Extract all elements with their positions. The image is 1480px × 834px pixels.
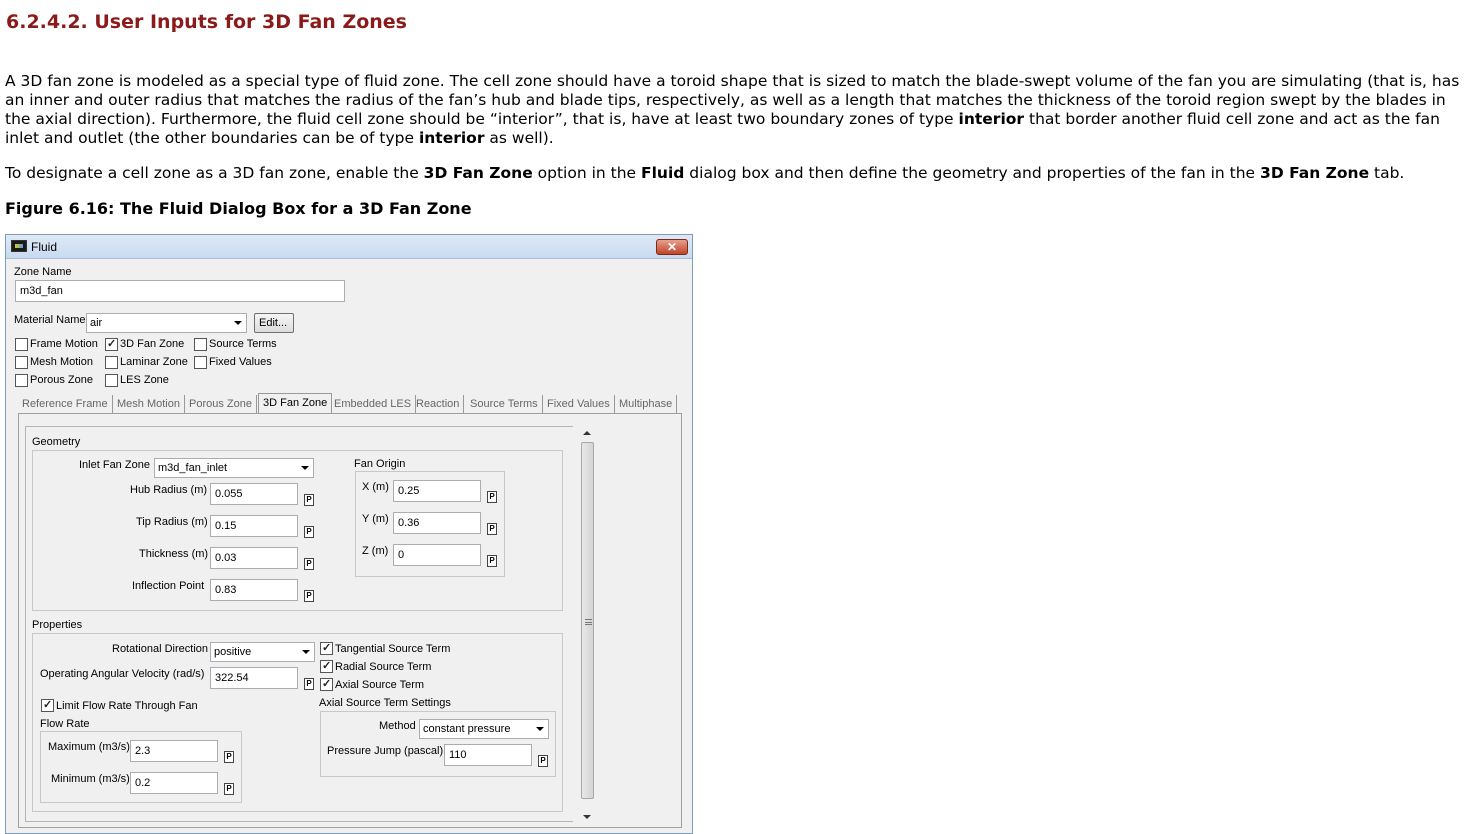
dialog-title: Fluid xyxy=(31,240,58,254)
minimum-flow-input[interactable]: 0.2 xyxy=(130,772,218,794)
properties-heading: Properties xyxy=(32,619,83,631)
parameter-icon[interactable]: P xyxy=(304,678,314,690)
source-terms-label: Source Terms xyxy=(209,338,277,350)
rotational-direction-value: positive xyxy=(214,646,252,658)
parameter-icon[interactable]: P xyxy=(304,526,314,538)
frame-motion-label: Frame Motion xyxy=(30,338,98,350)
scroll-content xyxy=(25,426,573,822)
tab-3d-fan-zone[interactable]: 3D Fan Zone xyxy=(258,393,332,413)
mesh-motion-checkbox[interactable] xyxy=(15,356,28,369)
laminar-zone-label: Laminar Zone xyxy=(120,356,188,368)
thickness-label: Thickness (m) xyxy=(139,548,209,560)
method-select[interactable] xyxy=(419,719,549,739)
angular-velocity-label: Operating Angular Velocity (rad/s) xyxy=(40,668,205,680)
intro-paragraph: A 3D fan zone is modeled as a special type of fluid zone. The cell zone should have a toroid shape that is sized to match the blade-swept volume of the fan you are simulating (that is, has an inner and outer radius that matches the radius of the fan’s hub and blade tips, respectively, as well as a length that matches the thickness of the toroid region swept by the blades in the axial direction). Furthermore, the fluid cell zone should be “interior”, that is, have at least two boundary zones of type interior that border another fluid cell zone and act as the fan inlet and outlet (the other boundaries can be of type interior as well). xyxy=(5,72,1460,147)
pressure-jump-input[interactable]: 110 xyxy=(444,744,532,766)
radial-source-label: Radial Source Term xyxy=(335,661,432,673)
flow-rate-heading: Flow Rate xyxy=(40,718,90,730)
tab-multiphase[interactable]: Multiphase xyxy=(615,395,677,413)
material-name-label: Material Name xyxy=(14,314,86,326)
inflection-point-input[interactable]: 0.83 xyxy=(210,579,298,601)
tab-reference-frame[interactable]: Reference Frame xyxy=(18,395,113,413)
origin-z-label: Z (m) xyxy=(362,545,389,557)
angular-velocity-input[interactable]: 322.54 xyxy=(210,667,298,689)
method-value: constant pressure xyxy=(423,723,511,735)
properties-group xyxy=(32,633,563,812)
chevron-down-icon xyxy=(536,727,544,731)
inlet-fan-zone-select[interactable] xyxy=(154,458,314,478)
scroll-thumb[interactable] xyxy=(581,442,594,799)
porous-zone-checkbox[interactable] xyxy=(15,374,28,387)
limit-flow-rate-label: Limit Flow Rate Through Fan xyxy=(56,700,198,712)
geometry-heading: Geometry xyxy=(32,436,81,448)
tab-mesh-motion[interactable]: Mesh Motion xyxy=(113,395,185,413)
origin-x-input[interactable]: 0.25 xyxy=(393,480,481,502)
material-name-value: air xyxy=(90,317,103,329)
inflection-point-label: Inflection Point xyxy=(132,580,205,592)
inlet-fan-zone-value: m3d_fan_inlet xyxy=(158,462,228,474)
hub-radius-input[interactable]: 0.055 xyxy=(210,483,298,505)
parameter-icon[interactable]: P xyxy=(304,590,314,602)
pressure-jump-label: Pressure Jump (pascal) xyxy=(327,745,444,757)
origin-y-input[interactable]: 0.36 xyxy=(393,512,481,534)
grip-icon xyxy=(585,619,592,625)
parameter-icon[interactable]: P xyxy=(224,751,234,763)
fan-zone-panel xyxy=(18,413,682,828)
instruction-paragraph: To designate a cell zone as a 3D fan zone, enable the 3D Fan Zone option in the Fluid dialog box and then define the geometry and properties of the fan in the 3D Fan Zone tab. xyxy=(5,164,1405,182)
parameter-icon[interactable]: P xyxy=(487,491,497,503)
parameter-icon[interactable]: P xyxy=(304,494,314,506)
maximum-flow-label: Maximum (m3/s) xyxy=(48,741,130,753)
thickness-input[interactable]: 0.03 xyxy=(210,547,298,569)
edit-button[interactable]: Edit... xyxy=(254,313,294,333)
axial-source-checkbox[interactable] xyxy=(320,678,333,691)
chevron-down-icon xyxy=(234,321,242,325)
origin-z-input[interactable]: 0 xyxy=(393,544,481,566)
parameter-icon[interactable]: P xyxy=(538,755,548,767)
origin-x-label: X (m) xyxy=(362,481,389,493)
chevron-down-icon xyxy=(301,466,309,470)
tab-embedded-les[interactable]: Embedded LES xyxy=(330,395,416,413)
tab-fixed-values[interactable]: Fixed Values xyxy=(543,395,615,413)
minimum-flow-label: Minimum (m3/s) xyxy=(51,773,130,785)
tab-source-terms[interactable]: Source Terms xyxy=(466,395,543,413)
source-terms-checkbox[interactable] xyxy=(194,338,207,351)
rotational-direction-label: Rotational Direction xyxy=(112,643,208,655)
axial-source-label: Axial Source Term xyxy=(335,679,425,691)
close-button[interactable]: ✕ xyxy=(656,239,688,255)
fan-origin-heading: Fan Origin xyxy=(354,458,406,470)
dialog-titlebar[interactable] xyxy=(6,235,692,259)
chevron-down-icon xyxy=(302,650,310,654)
parameter-icon[interactable]: P xyxy=(304,558,314,570)
les-zone-label: LES Zone xyxy=(120,374,169,386)
zone-name-input[interactable]: m3d_fan xyxy=(15,280,345,302)
origin-y-label: Y (m) xyxy=(362,513,389,525)
fixed-values-label: Fixed Values xyxy=(209,356,272,368)
section-title: 6.2.4.2. User Inputs for 3D Fan Zones xyxy=(6,11,407,33)
zone-name-label: Zone Name xyxy=(14,266,72,278)
frame-motion-checkbox[interactable] xyxy=(15,338,28,351)
tangential-source-checkbox[interactable] xyxy=(320,642,333,655)
les-zone-checkbox[interactable] xyxy=(105,374,118,387)
laminar-zone-checkbox[interactable] xyxy=(105,356,118,369)
geometry-group xyxy=(32,450,563,611)
parameter-icon[interactable]: P xyxy=(487,555,497,567)
tangential-source-label: Tangential Source Term xyxy=(335,643,451,655)
mesh-motion-label: Mesh Motion xyxy=(30,356,93,368)
inlet-fan-zone-label: Inlet Fan Zone xyxy=(79,459,150,471)
scroll-down-arrow-icon[interactable] xyxy=(583,815,591,819)
axial-settings-group xyxy=(320,711,556,777)
scroll-up-arrow-icon[interactable] xyxy=(583,431,591,435)
flow-rate-group xyxy=(40,731,242,803)
3d-fan-zone-checkbox[interactable] xyxy=(105,338,118,351)
fan-origin-group xyxy=(355,471,505,577)
method-label: Method xyxy=(379,720,416,732)
rotational-direction-select[interactable] xyxy=(210,642,315,662)
parameter-icon[interactable]: P xyxy=(224,783,234,795)
porous-zone-label: Porous Zone xyxy=(30,374,93,386)
parameter-icon[interactable]: P xyxy=(487,523,497,535)
maximum-flow-input[interactable]: 2.3 xyxy=(130,740,218,762)
figure-caption: Figure 6.16: The Fluid Dialog Box for a 3D Fan Zone xyxy=(5,199,472,218)
tip-radius-input[interactable]: 0.15 xyxy=(210,515,298,537)
tab-reaction[interactable]: Reaction xyxy=(412,395,464,413)
axial-settings-heading: Axial Source Term Settings xyxy=(319,697,451,709)
material-name-select[interactable] xyxy=(86,313,247,333)
tip-radius-label: Tip Radius (m) xyxy=(136,516,208,528)
radial-source-checkbox[interactable] xyxy=(320,660,333,673)
limit-flow-rate-checkbox[interactable] xyxy=(41,699,54,712)
3d-fan-zone-label: 3D Fan Zone xyxy=(120,338,185,350)
fixed-values-checkbox[interactable] xyxy=(194,356,207,369)
hub-radius-label: Hub Radius (m) xyxy=(130,484,208,496)
tab-porous-zone[interactable]: Porous Zone xyxy=(185,395,257,413)
panel-scrollbar[interactable] xyxy=(579,426,596,822)
fluid-dialog xyxy=(5,234,693,834)
app-icon xyxy=(11,240,27,252)
